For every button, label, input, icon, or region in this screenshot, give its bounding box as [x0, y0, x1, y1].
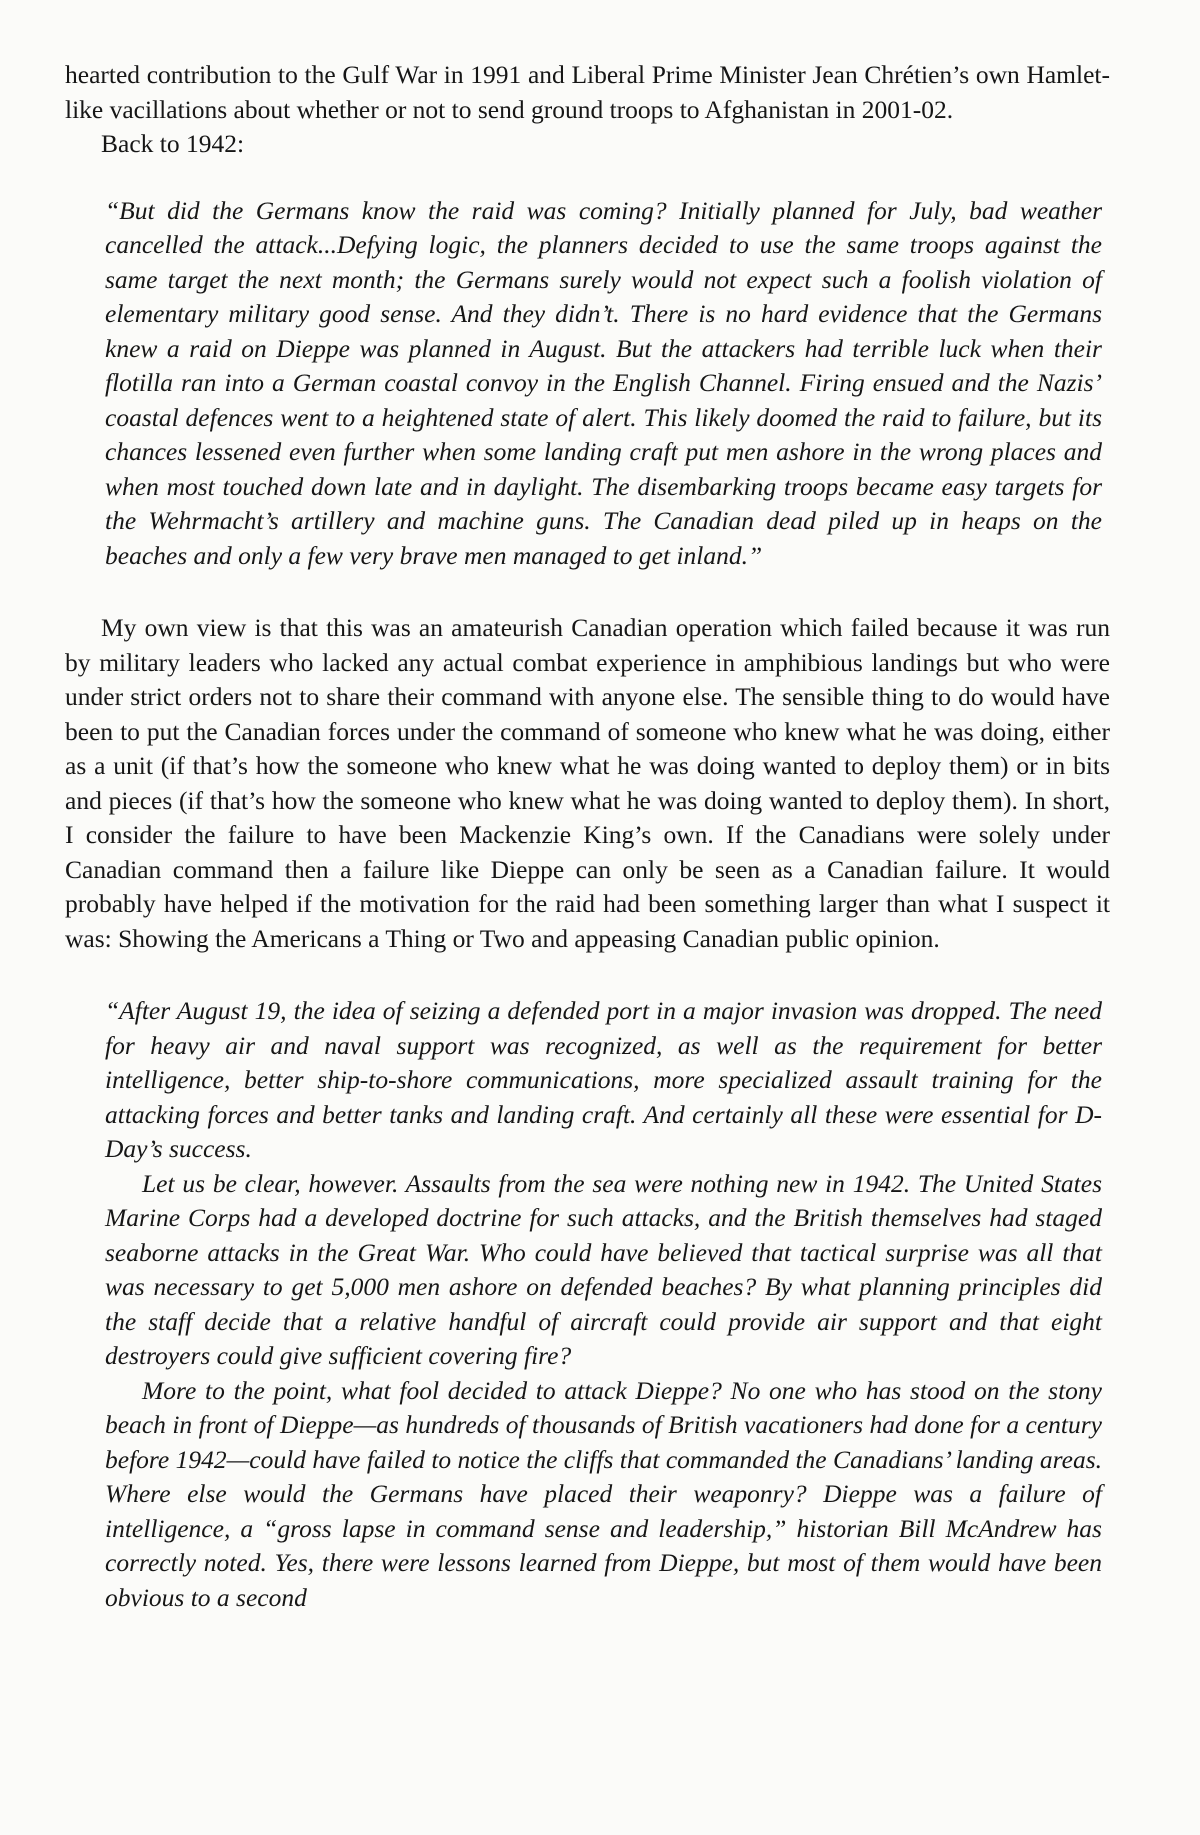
quote-let-us-be-clear: Let us be clear, however. Assaults from the sea were nothing new in 1942. The United States Marine Corps had a developed doctrine for such attacks, and the British themselves had staged seaborne attacks in the Great War. Who could have believed that tactical surprise was all that was necessary to get 5,000 men ashore on defended beaches? By what planning principles did the staff decide that a relative handful of aircraft could provide air support and that eight destroyers could give sufficient covering fire?: [105, 1168, 1102, 1370]
paragraph-back-to-1942: Back to 1942:: [101, 129, 245, 158]
page-body-text: [65, 58, 1110, 1615]
quote-after-august-19: “After August 19, the idea of seizing a defended port in a major invasion was dropped. The need for heavy air and naval support was recognized, as well as the requirement for better intelligence, better ship-to-shore communications, more specialized assault training for the attacking forces and better tanks and landing craft. And certainly all these were essential for D-Day’s success.: [105, 996, 1102, 1163]
spacer: [65, 573, 1110, 611]
quote-what-fool: More to the point, what fool decided to attack Dieppe? No one who has stood on the stony beach in front of Dieppe—as hundreds of thousands of British vacationers had done for a century before 1942—could have failed to notice the cliffs that commanded the Canadians’ landing areas. Where else would the Germans have placed their weaponry? Dieppe was a failure of intelligence, a “gross lapse in command sense and leadership,” historian Bill McAndrew has correctly noted. Yes, there were lessons learned from Dieppe, but most of them would have been obvious to a second: [105, 1375, 1102, 1612]
spacer: [65, 162, 1110, 194]
quote-germans-raid: “But did the Germans know the raid was coming? Initially planned for July, bad weather cancelled the attack...Defying logic, the planners decided to use the same troops against the same target the next month; the Germans surely would not expect such a foolish violation of elementary military good sense. And they didn’t. There is no hard evidence that the Germans knew a raid on Dieppe was planned in August. But the attackers had terrible luck when their flotilla ran into a German coastal convoy in the English Channel. Firing ensued and the Nazis’ coastal defences went to a heightened state of alert. This likely doomed the raid to failure, but its chances lessened even further when some landing craft put men ashore in the wrong places and when most touched down late and in daylight. The disembarking troops became easy targets for the Wehrmacht’s artillery and machine guns. The Canadian dead piled up in heaps on the beaches and only a few very brave men managed to get inland.”: [105, 195, 1102, 570]
paragraph-author-view: My own view is that this was an amateurish Canadian operation which failed because it was run by military leaders who lacked any actual combat experience in amphibious landings but who were under strict orders not to share their command with anyone else. The sensible thing to do would have been to put the Canadian forces under the command of someone who knew what he was doing, either as a unit (if that’s how the someone who knew what he was doing wanted to deploy them) or in bits and pieces (if that’s how the someone who knew what he was doing wanted to deploy them). In short, I consider the failure to have been Mackenzie King’s own. If the Canadians were solely under Canadian command then a failure like Dieppe can only be seen as a Canadian failure. It would probably have helped if the motivation for the raid had been something larger than what I suspect it was: Showing the Americans a Thing or Two and appeasing Canadian public opinion.: [65, 613, 1110, 953]
paragraph-gulf-war: hearted contribution to the Gulf War in 1991 and Liberal Prime Minister Jean Chrétien’s own Hamlet-like vacillations about whether or not to send ground troops to Afghanistan in 2001-02.: [65, 60, 1110, 124]
spacer: [65, 956, 1110, 994]
